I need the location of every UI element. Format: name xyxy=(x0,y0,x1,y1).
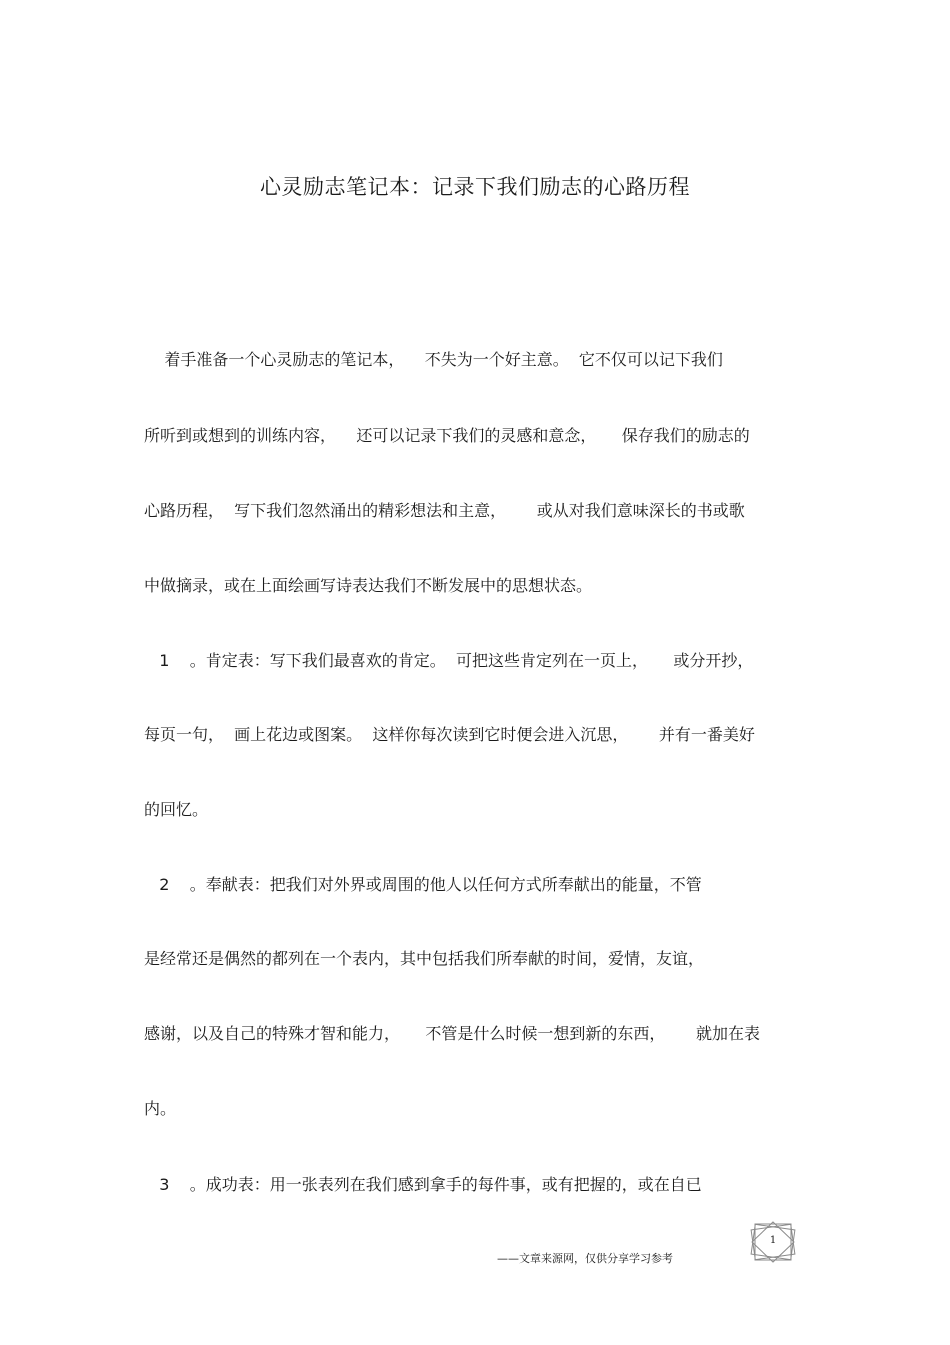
body-line-7: 的回忆。 xyxy=(144,800,209,819)
document-title: 心灵励志笔记本：记录下我们励志的心路历程 xyxy=(260,175,690,199)
page-number: 1 xyxy=(769,1235,777,1246)
body-line-8: 2 。奉献表：把我们对外界或周围的他人以任何方式所奉献出的能量，不管 xyxy=(144,875,702,894)
body-line-12: 3 。成功表：用一张表列在我们感到拿手的每件事，或有把握的，或在自已 xyxy=(144,1175,702,1194)
body-line-9: 是经常还是偶然的都列在一个表内，其中包括我们所奉献的时间，爱情，友谊， xyxy=(144,949,705,968)
footer-source-note: ——文章来源网，仅供分享学习参考 xyxy=(497,1252,673,1265)
body-line-5: 1 。肯定表：写下我们最喜欢的肯定。 可把这些肯定列在一页上， 或分开抄， xyxy=(144,651,754,670)
body-line-1: 着手准备一个心灵励志的笔记本， 不失为一个好主意。 它不仅可以记下我们 xyxy=(144,350,723,369)
body-line-6: 每页一句， 画上花边或图案。 这样你每次读到它时便会进入沉思， 并有一番美好 xyxy=(144,725,755,744)
body-line-3: 心路历程， 写下我们忽然涌出的精彩想法和主意， 或从对我们意味深长的书或歌 xyxy=(144,501,745,520)
body-line-4: 中做摘录，或在上面绘画写诗表达我们不断发展中的思想状态。 xyxy=(144,576,593,595)
body-line-11: 内。 xyxy=(144,1099,177,1118)
body-line-2: 所听到或想到的训练内容， 还可以记录下我们的灵感和意念， 保存我们的励志的 xyxy=(144,426,750,445)
body-line-10: 感谢，以及自己的特殊才智和能力， 不管是什么时候一想到新的东西， 就加在表 xyxy=(144,1024,760,1043)
page-number-badge xyxy=(748,1220,798,1264)
